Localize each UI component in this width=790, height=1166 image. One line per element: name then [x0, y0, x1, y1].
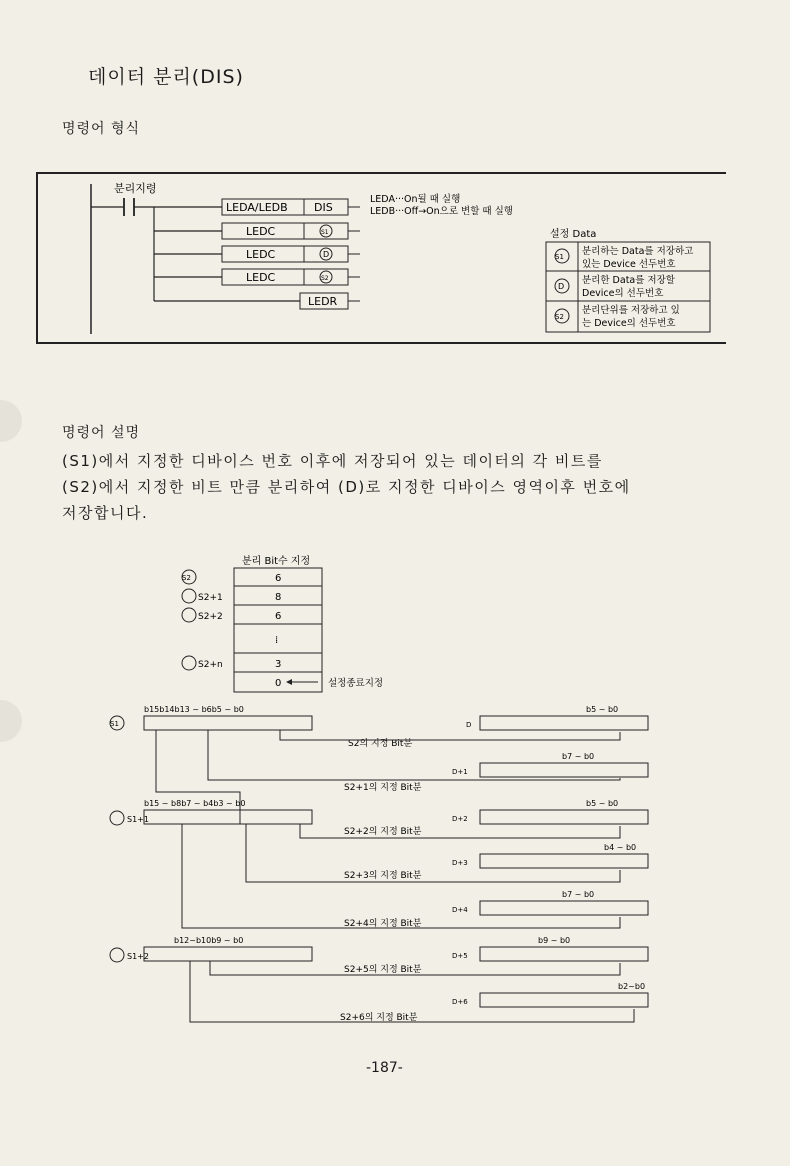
- ladder-diagram: [36, 164, 726, 344]
- d-label: D+6: [452, 998, 468, 1006]
- contact-label: 분리지령: [114, 182, 157, 195]
- d-label: D+3: [452, 859, 468, 867]
- part-label: S2+5의 지정 Bit분: [344, 965, 422, 975]
- section-heading-desc: 명령어 설명: [62, 425, 141, 441]
- part-label: S2+2의 지정 Bit분: [344, 827, 422, 837]
- d-bits: b5 ~ b0: [586, 799, 619, 808]
- setting-d-line1: 분리한 Data를 저장할: [582, 275, 675, 286]
- setting-s1-line1: 분리하는 Data를 저장하고: [582, 246, 694, 257]
- part-label: S2+3의 지정 Bit분: [344, 871, 422, 881]
- s1-2-label: S1+2: [127, 952, 149, 961]
- setting-sym-s2: S2: [555, 313, 564, 321]
- description-paragraph: [62, 448, 631, 526]
- d-label: D+2: [452, 815, 468, 823]
- setting-s2-line2: 는 Device의 선두번호: [582, 318, 676, 329]
- d-label: D+4: [452, 906, 468, 914]
- d-bits: b2~b0: [618, 982, 646, 991]
- s1-2-bits: b12~b10b9 ~ b0: [174, 936, 244, 945]
- ledc-1: LEDC: [246, 225, 276, 238]
- setting-s1-line2: 있는 Device 선두번호: [582, 259, 676, 270]
- ledc-2: LEDC: [246, 248, 276, 261]
- instr-cell-2: DIS: [314, 201, 333, 214]
- bits-table-header: 분리 Bit수 지정: [242, 556, 311, 567]
- s1-1-bits: b15 ~ b8b7 ~ b4b3 ~ b0: [144, 799, 246, 808]
- row-label-s2-1: S2+1: [198, 593, 223, 603]
- d-label: D: [466, 721, 472, 729]
- d-bits: b5 ~ b0: [586, 705, 619, 714]
- d-bits: b7 ~ b0: [562, 890, 595, 899]
- end-note: 설정종료지정: [328, 678, 384, 689]
- row-value: 3: [275, 659, 282, 670]
- op-d: D: [323, 250, 330, 259]
- part-label: S2+1의 지정 Bit분: [344, 783, 422, 793]
- row-value: 6: [275, 573, 282, 584]
- d-bits: b4 ~ b0: [604, 843, 637, 852]
- note-ledb: LEDB···Off→On으로 변할 때 실행: [370, 206, 513, 217]
- instr-cell-1: LEDA/LEDB: [226, 201, 288, 214]
- bit-separation-diagram: [100, 700, 660, 1040]
- page-title: 데이터 분리(DIS): [88, 66, 244, 88]
- desc-line: (S2)에서 지정한 비트 만큼 분리하여 (D)로 지정한 디바이스 영역이후 번호에: [62, 478, 631, 496]
- row-value-ellipsis: ⁞: [275, 635, 279, 646]
- bits-table: [170, 550, 430, 700]
- binder-hole: [0, 400, 22, 442]
- part-label: S2+4의 지정 Bit분: [344, 919, 422, 929]
- row-value: 8: [275, 592, 282, 603]
- s1-1-label: S1+1: [127, 815, 149, 824]
- part-label: S2+6의 지정 Bit분: [340, 1013, 418, 1023]
- page-number: -187-: [366, 1060, 403, 1076]
- op-s1: S1: [321, 229, 329, 236]
- row-label-s2-n: S2+n: [198, 660, 223, 670]
- setting-d-line2: Device의 선두번호: [582, 288, 664, 299]
- s1-register: [110, 705, 312, 962]
- row-label-s2-2: S2+2: [198, 612, 223, 622]
- s1-bits: b15b14b13 ~ b6b5 ~ b0: [144, 705, 244, 714]
- row-label-s2: S2: [182, 574, 191, 582]
- setting-title: 설정 Data: [550, 229, 597, 240]
- setting-sym-s1: S1: [555, 253, 564, 261]
- d-bits: b9 ~ b0: [538, 936, 571, 945]
- desc-line: (S1)에서 지정한 디바이스 번호 이후에 저장되어 있는 데이터의 각 비트를: [62, 452, 603, 470]
- d-label: D+1: [452, 768, 468, 776]
- binder-hole: [0, 700, 22, 742]
- ledc-3: LEDC: [246, 271, 276, 284]
- section-heading-format: 명령어 형식: [62, 121, 141, 137]
- setting-sym-d: D: [558, 282, 565, 291]
- part-label: S2의 지정 Bit분: [348, 739, 413, 749]
- row-value-zero: 0: [275, 678, 282, 689]
- desc-line: 저장합니다.: [62, 504, 149, 522]
- note-leda: LEDA···On될 때 실행: [370, 194, 461, 205]
- d-bits: b7 ~ b0: [562, 752, 595, 761]
- d-label: D+5: [452, 952, 468, 960]
- ledr: LEDR: [308, 295, 338, 308]
- row-value: 6: [275, 611, 282, 622]
- setting-s2-line1: 분리단위를 저장하고 있: [582, 305, 680, 316]
- op-s2: S2: [321, 275, 329, 282]
- s1-label: S1: [110, 720, 119, 728]
